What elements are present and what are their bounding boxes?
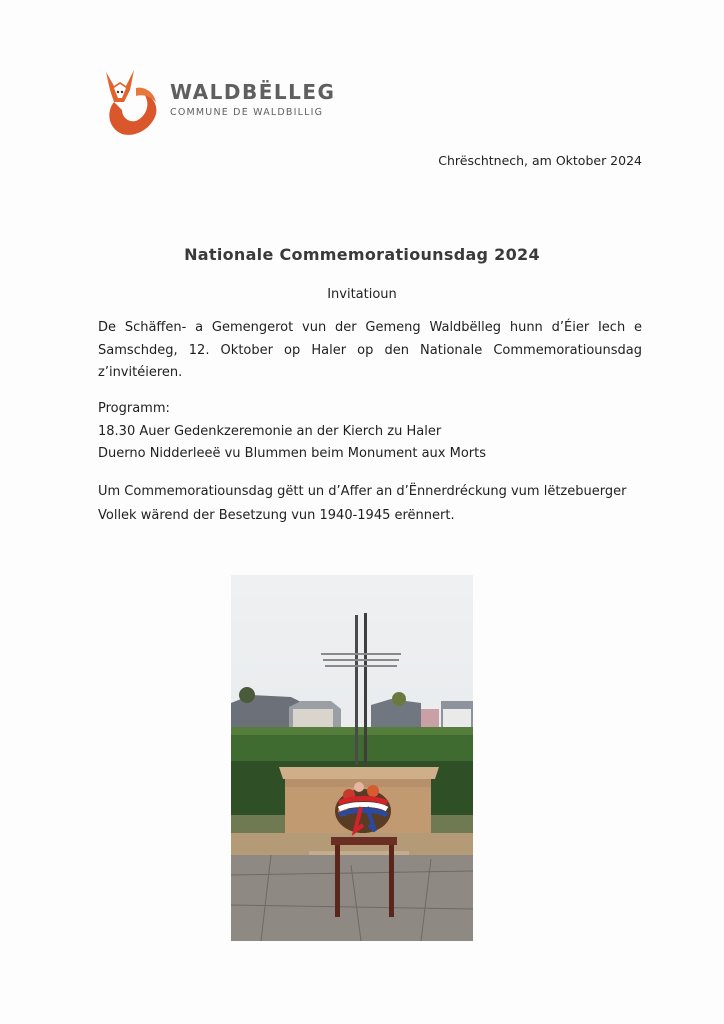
logo-subtitle: COMMUNE DE WALDBILLIG	[170, 107, 324, 118]
invitation-paragraph: De Schäffen- a Gemengerot vun der Gemeng Waldbëlleg hunn d’Éier Iech e Samschdeg, 12. Oktober op Haler op den Nationale Commemoratiounsdag z’invitéieren.	[98, 320, 642, 380]
monument-photo	[231, 575, 473, 941]
program-item: 18.30 Auer Gedenkzeremonie an der Kierch zu Haler	[98, 423, 442, 439]
fox-icon	[100, 66, 162, 138]
document-subtitle: Invitatioun	[327, 287, 397, 302]
program-section	[98, 398, 642, 466]
monument-photo-illustration	[231, 575, 473, 941]
commemoration-paragraph	[98, 480, 642, 528]
document-title: Nationale Commemoratiounsdag 2024	[184, 245, 540, 264]
date-line: Chrëschtnech, am Oktober 2024	[438, 153, 642, 168]
program-heading: Programm:	[98, 401, 170, 416]
program-item: Duerno Nidderleeë vu Blummen beim Monument aux Morts	[98, 446, 486, 461]
commune-logo	[100, 66, 340, 138]
commemoration-line: Um Commemoratiounsdag gëtt un d’Affer an d’Ënnerdréckung vum lëtzebuerger	[98, 484, 627, 499]
commemoration-line: Vollek wärend der Besetzung vun 1940-1945 erënnert.	[98, 508, 455, 523]
logo-title: WALDBËLLEG	[170, 80, 336, 104]
